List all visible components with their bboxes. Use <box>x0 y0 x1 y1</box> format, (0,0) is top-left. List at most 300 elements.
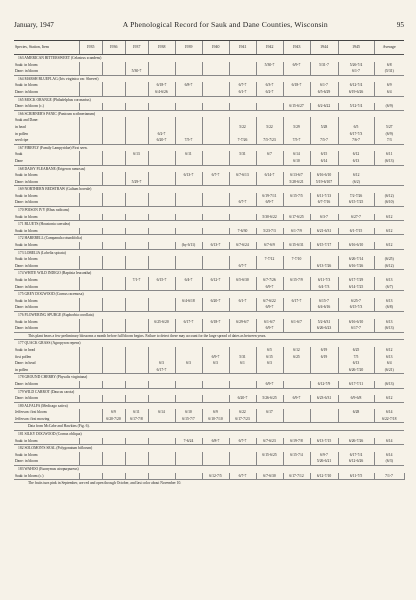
table-cell <box>256 263 283 270</box>
table-cell <box>79 347 102 354</box>
row-label: in pollen <box>15 367 29 372</box>
column-header: 1940 <box>202 41 229 55</box>
row-label: Jefferson: first mowing <box>15 416 50 421</box>
header-title: A Phenological Record for Sauk and Dane Counties, Wisconsin <box>122 20 328 29</box>
species-heading-row <box>14 311 404 318</box>
species-heading-row <box>14 207 404 214</box>
table-row <box>14 473 404 480</box>
table-cell <box>175 395 202 402</box>
table-cell <box>148 179 175 186</box>
table-cell <box>175 367 202 374</box>
table-cell: 6/15-7/4 <box>283 452 310 459</box>
table-cell: 6/12-7 <box>202 277 229 284</box>
table-cell <box>79 452 102 459</box>
table-row <box>14 360 404 367</box>
table-cell: 6/26-6/23 <box>310 325 338 332</box>
table-cell <box>283 199 310 206</box>
table-cell <box>256 131 283 138</box>
species-heading: 178 GROUND CHERRY (Physalis virginiana) <box>14 374 404 381</box>
table-cell <box>102 172 125 179</box>
table-cell <box>256 367 283 374</box>
table-cell: 6/26-7/20 <box>338 367 374 374</box>
table-cell: 6/15-7/9 <box>283 277 310 284</box>
table-cell: 6/17-7/3 <box>338 131 374 138</box>
table-cell: (6/12) <box>374 193 404 200</box>
table-cell: 6/15-6/27 <box>283 103 310 110</box>
table-note: The fruits turn pink in September, are red and open through October, and last color about November 10. <box>14 480 404 487</box>
table-cell <box>79 82 102 89</box>
table-cell <box>256 68 283 75</box>
table-cell: 6/9-7 <box>283 395 310 402</box>
table-cell <box>175 304 202 311</box>
row-label: Dane: in bloom <box>15 200 38 205</box>
table-cell <box>125 103 148 110</box>
species-heading-row <box>14 235 404 242</box>
table-cell <box>79 62 102 69</box>
species-heading: 173 LOBELIA (Lobelia spicata) <box>14 249 404 256</box>
table-cell: 7/5-7 <box>283 137 310 144</box>
table-cell <box>283 458 310 465</box>
table-cell: 6/14 <box>283 151 310 158</box>
table-cell: 6/1-6/7 <box>283 319 310 326</box>
row-label: Sauk: in bloom <box>15 298 38 303</box>
table-cell: 6/12 <box>374 228 404 235</box>
row-label: Sauk: in bloom <box>15 214 38 219</box>
table-cell: 6/12-7/4 <box>338 82 374 89</box>
table-cell <box>125 62 148 69</box>
table-row <box>14 367 404 374</box>
table-cell <box>102 193 125 200</box>
table-cell <box>202 256 229 263</box>
table-cell <box>102 354 125 361</box>
table-cell: 6/17 <box>256 409 283 416</box>
table-cell: 6/13 <box>338 360 374 367</box>
table-cell: 6/2-7 <box>148 131 175 138</box>
table-cell <box>310 360 338 367</box>
table-cell: 6/5-6/30 <box>229 277 256 284</box>
table-cell <box>102 89 125 96</box>
column-header: 1935 <box>79 41 102 55</box>
table-row <box>14 298 404 305</box>
table-cell: 6/8 <box>374 62 404 69</box>
table-cell <box>148 473 175 480</box>
row-label: Sauk: in bloom <box>15 243 38 248</box>
table-cell <box>229 367 256 374</box>
table-row <box>14 193 404 200</box>
table-cell: 5/29 <box>283 124 310 131</box>
table-cell: 7/5 <box>338 354 374 361</box>
table-cell <box>148 452 175 459</box>
table-cell: 6/19-6/26 <box>338 89 374 96</box>
table-cell <box>229 381 256 388</box>
table-cell: 6/19 <box>310 354 338 361</box>
table-cell: 6/1-7 <box>338 68 374 75</box>
table-cell <box>102 284 125 291</box>
table-cell: 6/12 <box>338 151 374 158</box>
table-cell: (6/10) <box>374 199 404 206</box>
table-cell <box>148 304 175 311</box>
table-cell <box>125 242 148 249</box>
table-note: Data from McCabe and Hawkins (Fig. 6). <box>14 423 404 431</box>
table-cell: (6/13) <box>374 158 404 165</box>
table-cell <box>79 360 102 367</box>
table-cell <box>79 151 102 158</box>
table-cell <box>175 103 202 110</box>
table-cell <box>102 179 125 186</box>
table-cell <box>79 103 102 110</box>
table-note: This plant bears a few preliminary blossoms a month before full bloom begins. Failure to detect these may account for the large spread of dates as between years. <box>14 332 404 340</box>
row-label: Dane: in bloom (c.) <box>15 104 44 109</box>
table-cell <box>175 117 202 124</box>
table-cell: 6/13 <box>125 151 148 158</box>
table-cell <box>102 228 125 235</box>
table-cell: 6/26-7/14 <box>338 256 374 263</box>
table-cell: 6/3-7 <box>310 214 338 221</box>
table-row <box>14 347 404 354</box>
table-cell <box>229 193 256 200</box>
species-heading-row <box>14 55 404 62</box>
table-cell <box>229 256 256 263</box>
table-cell <box>175 193 202 200</box>
row-label: first pollen <box>15 354 32 359</box>
table-row <box>14 137 404 144</box>
table-cell <box>229 131 256 138</box>
table-cell <box>338 117 374 124</box>
table-cell: 6/15-7/3 <box>338 304 374 311</box>
table-cell: 5/30-6/22 <box>256 214 283 221</box>
column-header: 1942 <box>256 41 283 55</box>
table-cell: (6/13) <box>374 381 404 388</box>
table-cell <box>202 347 229 354</box>
table-cell <box>102 82 125 89</box>
table-cell <box>125 137 148 144</box>
table-cell: 5/27 <box>374 124 404 131</box>
table-cell <box>229 452 256 459</box>
table-cell: 6/11 <box>175 151 202 158</box>
table-cell: (6/8) <box>374 304 404 311</box>
table-cell <box>102 103 125 110</box>
table-cell <box>125 256 148 263</box>
species-heading-row <box>14 75 404 82</box>
table-cell <box>256 416 283 423</box>
table-cell: 6/15-7 <box>148 277 175 284</box>
table-cell: 7-6/30 <box>229 228 256 235</box>
column-header: 1944 <box>310 41 338 55</box>
table-cell <box>102 124 125 131</box>
table-cell: 6/16-6/10 <box>310 172 338 179</box>
table-cell: 5/26-6/25 <box>256 395 283 402</box>
table-cell <box>125 82 148 89</box>
row-label: Dane: in bloom <box>15 69 38 74</box>
table-cell <box>125 325 148 332</box>
table-cell: 6/2-7 <box>256 89 283 96</box>
table-cell: 6/10 <box>175 409 202 416</box>
table-cell <box>79 172 102 179</box>
table-cell <box>102 438 125 445</box>
table-row <box>14 319 404 326</box>
table-cell <box>202 103 229 110</box>
table-cell <box>229 347 256 354</box>
table-cell <box>202 137 229 144</box>
table-cell <box>202 62 229 69</box>
species-heading: 181 SILKY DOGWOOD (Cornus obliqua) <box>14 431 404 438</box>
table-row <box>14 256 404 263</box>
table-cell <box>79 325 102 332</box>
table-cell: 6/7-7 <box>229 82 256 89</box>
column-header: 1941 <box>229 41 256 55</box>
table-cell <box>310 256 338 263</box>
table-cell <box>148 325 175 332</box>
table-row <box>14 68 404 75</box>
table-cell: 6/9-7 <box>256 325 283 332</box>
table-cell: 6/13 <box>374 354 404 361</box>
table-cell <box>79 117 102 124</box>
table-cell: 6/11 <box>125 409 148 416</box>
table-row <box>14 395 404 402</box>
table-cell <box>102 242 125 249</box>
table-cell <box>202 325 229 332</box>
table-cell: 6/18-7 <box>283 82 310 89</box>
row-label: Dane: in bloom <box>15 263 38 268</box>
table-cell: 6/10-7/10 <box>202 416 229 423</box>
table-cell <box>338 416 374 423</box>
table-cell: 6/18-7 <box>202 319 229 326</box>
table-cell: 6/3 <box>256 360 283 367</box>
table-cell <box>79 409 102 416</box>
table-cell: 6/26-7/26 <box>338 438 374 445</box>
table-cell: 6/12-7/5 <box>202 473 229 480</box>
table-cell: 6/7-7 <box>229 199 256 206</box>
species-heading-row <box>14 110 404 117</box>
table-cell: 6/12 <box>374 214 404 221</box>
table-cell <box>148 199 175 206</box>
table-cell: 6/9 <box>202 409 229 416</box>
table-cell: 5/31-7 <box>310 62 338 69</box>
table-cell <box>175 325 202 332</box>
row-label: seed ripe <box>15 138 29 143</box>
row-label: in head <box>15 124 26 129</box>
table-cell <box>283 409 310 416</box>
table-cell <box>102 131 125 138</box>
table-cell <box>202 284 229 291</box>
table-cell: 6/19-7/11 <box>256 193 283 200</box>
species-heading-row <box>14 96 404 103</box>
table-cell <box>148 242 175 249</box>
table-cell: 7/5-7/23 <box>256 137 283 144</box>
table-cell: 6/1-7 <box>310 82 338 89</box>
table-cell <box>125 360 148 367</box>
table-cell <box>175 89 202 96</box>
table-cell: 7/3 <box>374 137 404 144</box>
column-header: 1945 <box>338 41 374 55</box>
table-cell: 6/4-7 <box>175 277 202 284</box>
table-cell <box>283 131 310 138</box>
column-header: Average <box>374 41 404 55</box>
table-cell: 6/4 <box>374 360 404 367</box>
table-row <box>14 409 404 416</box>
table-cell: 6/14-7/25 <box>338 284 374 291</box>
table-cell: 6/10 <box>283 158 310 165</box>
table-cell <box>175 68 202 75</box>
table-cell <box>148 117 175 124</box>
table-cell: 6/12-7/9 <box>310 381 338 388</box>
table-cell <box>175 62 202 69</box>
table-cell <box>102 304 125 311</box>
table-cell: 6/3 <box>175 360 202 367</box>
species-heading: 175 GREY DOGWOOD (Cornus racemosa) <box>14 291 404 298</box>
table-cell <box>79 228 102 235</box>
table-cell <box>79 277 102 284</box>
row-label: Sauk: in bloom <box>15 228 38 233</box>
table-cell: 6/21-6/31 <box>310 228 338 235</box>
table-cell <box>125 193 148 200</box>
table-cell <box>148 458 175 465</box>
table-cell <box>102 277 125 284</box>
table-cell <box>125 199 148 206</box>
table-cell: 6/11-7/3 <box>310 277 338 284</box>
table-cell <box>202 381 229 388</box>
table-cell: 6/7-7/26 <box>256 277 283 284</box>
table-cell <box>229 179 256 186</box>
table-cell <box>256 458 283 465</box>
table-cell <box>79 367 102 374</box>
table-cell: 5/22 <box>256 124 283 131</box>
row-label: Sauk: in bloom <box>15 173 38 178</box>
table-cell <box>79 319 102 326</box>
table-cell: 6/17-7/23 <box>229 416 256 423</box>
table-cell <box>102 395 125 402</box>
table-cell: 6/3 <box>148 360 175 367</box>
species-heading-row <box>14 291 404 298</box>
table-cell: 6/9-7 <box>256 199 283 206</box>
table-cell <box>229 103 256 110</box>
row-label: Sauk: in bloom <box>15 319 38 324</box>
table-cell: 6/13 <box>374 319 404 326</box>
table-cell: 6/23-6/31 <box>310 395 338 402</box>
table-cell: 6/15-7/17 <box>310 242 338 249</box>
table-cell: 5/19-6/107 <box>310 179 338 186</box>
table-cell: 6/16-6/10 <box>338 242 374 249</box>
row-label: Dane: in bloom <box>15 284 38 289</box>
table-cell <box>148 228 175 235</box>
table-cell: 6/22-7/18 <box>374 416 404 423</box>
table-cell <box>175 228 202 235</box>
table-cell: 5/26-7/4 <box>338 62 374 69</box>
table-cell: 6/7-6/13 <box>229 172 256 179</box>
species-heading-row <box>14 445 404 452</box>
table-row <box>14 151 404 158</box>
table-cell: 7-7/12 <box>256 256 283 263</box>
species-heading: 169 NORTHERN BEDSTRAW (Galium boreale) <box>14 186 404 193</box>
table-cell: 6/15 <box>256 354 283 361</box>
table-cell <box>125 284 148 291</box>
table-cell <box>148 193 175 200</box>
row-label: Dane: in bloom <box>15 396 38 401</box>
table-cell <box>283 117 310 124</box>
table-cell <box>125 263 148 270</box>
table-cell <box>229 62 256 69</box>
table-cell <box>229 117 256 124</box>
table-row <box>14 82 404 89</box>
table-cell <box>175 124 202 131</box>
table-cell <box>79 179 102 186</box>
table-cell <box>79 438 102 445</box>
table-cell <box>283 89 310 96</box>
table-cell: 6/12 <box>374 347 404 354</box>
species-heading-row <box>14 186 404 193</box>
table-cell <box>102 137 125 144</box>
table-cell: 6/14 <box>374 438 404 445</box>
table-cell <box>202 82 229 89</box>
table-cell: 6/14 <box>374 452 404 459</box>
table-cell <box>310 68 338 75</box>
table-cell <box>175 347 202 354</box>
table-cell: 6/14 <box>148 409 175 416</box>
table-cell <box>125 381 148 388</box>
table-cell <box>175 452 202 459</box>
table-cell: 5/28-6/21 <box>283 179 310 186</box>
table-cell: 5/28 <box>310 124 338 131</box>
table-cell <box>175 256 202 263</box>
table-cell: 7/6-7 <box>338 137 374 144</box>
table-cell <box>283 381 310 388</box>
table-cell: (6/25) <box>374 256 404 263</box>
table-cell: 6/8-7 <box>175 82 202 89</box>
table-cell: 6/7-6/23 <box>256 438 283 445</box>
table-cell: 7-6/24 <box>175 438 202 445</box>
table-cell: 5/30-7 <box>256 62 283 69</box>
species-heading-row <box>14 270 404 277</box>
table-cell: 6/17-6/25 <box>283 214 310 221</box>
table-cell <box>102 458 125 465</box>
table-cell: (6/13) <box>374 325 404 332</box>
table-cell: 6/9-7 <box>256 381 283 388</box>
table-cell: 5/30-7 <box>125 68 148 75</box>
page-header <box>14 20 404 40</box>
table-cell <box>202 89 229 96</box>
table-cell <box>125 473 148 480</box>
table-cell <box>175 199 202 206</box>
phenology-table <box>14 40 404 487</box>
table-cell: 6/9-7 <box>256 284 283 291</box>
table-row <box>14 458 404 465</box>
species-heading-row <box>14 249 404 256</box>
row-label: in pollen <box>15 131 29 136</box>
table-cell <box>125 438 148 445</box>
table-cell: 6/11-7/13 <box>310 193 338 200</box>
table-cell <box>202 199 229 206</box>
table-row <box>14 242 404 249</box>
table-cell: 6/13-7 <box>175 172 202 179</box>
table-cell <box>283 416 310 423</box>
table-row <box>14 416 404 423</box>
table-cell <box>79 354 102 361</box>
table-cell: (6/9) <box>374 103 404 110</box>
table-cell <box>256 103 283 110</box>
table-cell <box>283 360 310 367</box>
row-label: Dane: in bloom <box>15 381 38 386</box>
table-cell <box>102 347 125 354</box>
table-cell: 6/20-7/20 <box>102 416 125 423</box>
row-label: Sauk and Dane: <box>15 118 39 123</box>
table-cell <box>283 325 310 332</box>
species-heading: 168 DAISY FLEABANE (Erigeron ramosus) <box>14 165 404 172</box>
table-cell <box>79 242 102 249</box>
column-header: Species, Station, Item <box>14 41 79 55</box>
table-cell <box>202 179 229 186</box>
table-cell: 6/4-7/3 <box>310 284 338 291</box>
table-cell: 6/14 <box>374 409 404 416</box>
